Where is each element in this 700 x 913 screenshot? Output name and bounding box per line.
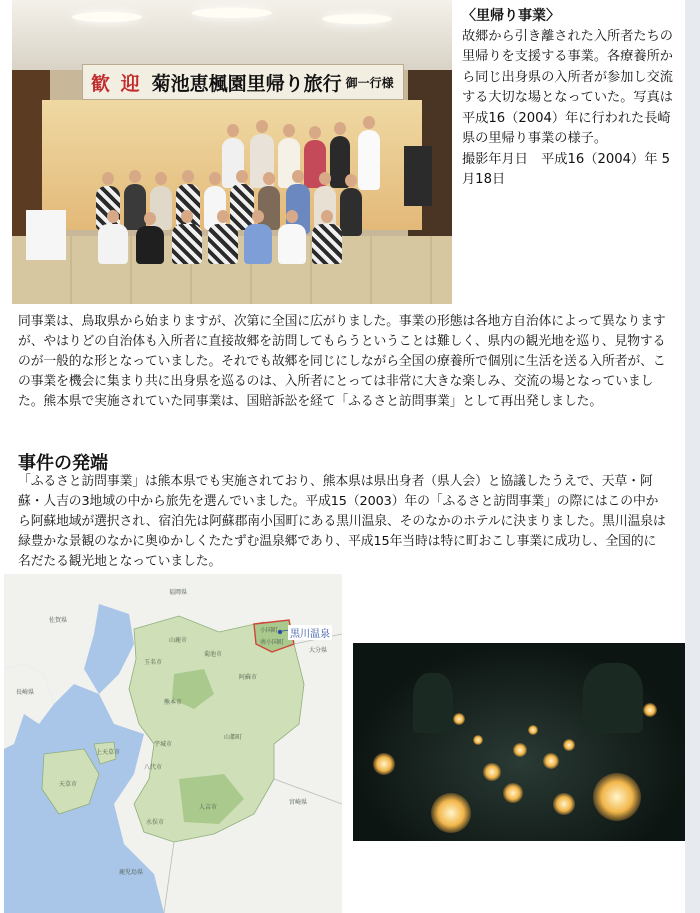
map-label: 山都町 [224,734,243,741]
map-label: 長崎県 [16,689,35,696]
person-head [263,172,275,185]
person [230,184,254,230]
person-head [321,210,333,223]
caption-date: 撮影年月日 平成16（2004）年 5月18日 [462,151,670,187]
onsen-marker-icon [278,630,282,634]
person-head [252,210,264,223]
person-head [102,172,114,185]
person-head [144,212,156,225]
person-head [209,172,221,185]
map-label: 人吉市 [199,804,218,811]
caption-heading: 〈里帰り事業〉 [462,8,560,24]
lantern [473,735,483,745]
map-label: 大分県 [309,647,328,654]
map-label: 菊池市 [204,651,223,658]
lantern [503,783,523,803]
lantern [431,793,471,833]
page-margin-strip [685,0,700,913]
caption-body: 故郷から引き離された入所者たちの里帰りを支援する事業。各療養所から同じ出身県の入所者が参加し交流する大切な場となっていた。写真は平成16（2004）年に行われた長崎県の里帰り事業の様子。 [462,28,673,146]
lantern [593,773,641,821]
person [278,224,306,264]
body-paragraph-2: 「ふるさと訪問事業」は熊本県でも実施されており、熊本県は県出身者（県人会）と協議したうえで、天草・阿蘇・人吉の3地域の中から旅先を選んでいました。平成15（2003）年の「ふるさと訪問事業」の際にはこの中から阿蘇地域が選択され、宿泊先は阿蘇郡南小国町にある黒川温泉、そのなかのホテルに決まりました。黒川温泉は緑豊かな景観のなかに奥ゆかしくたたずむ温泉郷であり、平成15年当時は特に町おこし事業に成功し、全国的に名だたる観光地となっていました。 [18,474,666,569]
map-label: 佐賀県 [49,617,68,624]
person-head [181,210,193,223]
lantern [543,753,559,769]
map-label: 水俣市 [146,819,165,826]
ceiling-lamp [72,12,142,22]
kurokawa-onsen-label: 黒川温泉 [288,625,332,640]
person-head [292,170,304,183]
person-head [107,210,119,223]
person-head [334,122,346,135]
banner-main-text: 菊池恵楓園里帰り旅行 [151,72,342,95]
banner-suffix-text: 御一行様 [345,75,394,90]
person-head [345,174,357,187]
group-photo [12,0,452,304]
person-head [227,124,239,137]
person-head [256,120,268,133]
ceiling-lamp [322,14,392,24]
ceiling-lamp [192,8,272,18]
body-paragraph-1: 同事業は、鳥取県から始まりますが、次第に全国に広がりました。事業の形態は各地方自治体によって異なりますが、やはりどの自治体も入所者に直接故郷を訪問してもらうということは難しく、県内の観光地を巡り、見物するのが一般的な形となっていました。それでも故郷を同じにしながら全国の療養所で個別に生活を送る入所者が、この事業を機会に集まり共に出身県を巡るのは、入所者にとっては非常に大きな楽しみ、交流の場となっていました。熊本県で実施されていた同事業は、国賠訴訟を経て「ふるさと訪問事業」として再出発しました。 [18,314,666,409]
map-label: 八代市 [144,764,163,771]
person [98,224,128,264]
person [124,184,146,230]
person [340,188,362,236]
person [208,224,238,264]
person [244,224,272,264]
banner-welcome-text: 歓 迎 [91,72,142,95]
person-head [286,210,298,223]
person-head [217,210,229,223]
person [312,224,342,264]
lantern [528,725,538,735]
welcome-banner [82,64,404,100]
person [172,224,202,264]
tree [413,673,453,733]
person-head [236,170,248,183]
lantern [453,713,465,725]
camera-easel [404,146,432,206]
section-title: 事件の発端 [18,453,108,474]
map-label: 山鹿市 [169,637,188,644]
photo-caption [462,6,680,191]
map-label: 天草市 [59,781,78,788]
tree [583,663,643,733]
lantern [483,763,501,781]
side-table [26,210,66,260]
lantern [553,793,575,815]
person-head [182,170,194,183]
lantern [513,743,527,757]
lantern [373,753,395,775]
lantern [563,739,575,751]
map-label: 玉名市 [144,659,163,666]
map-label: 福岡県 [169,589,188,596]
person-head [309,126,321,139]
map-label: 小国町 [260,627,279,634]
person-head [129,170,141,183]
person [136,226,164,264]
map-label: 熊本市 [164,699,183,706]
kurokawa-night-photo [353,643,685,841]
map-label: 宮崎県 [289,799,308,806]
map-label: 南小国町 [260,639,285,646]
person-head [363,116,375,129]
person-head [319,172,331,185]
map-label: 鹿児島県 [119,869,144,876]
person-head [155,172,167,185]
person-head [283,124,295,137]
map-label: 宇城市 [154,741,173,748]
lantern [643,703,657,717]
map-label: 阿蘇市 [239,674,258,681]
person [358,130,380,190]
map-label: 上天草市 [96,749,121,756]
